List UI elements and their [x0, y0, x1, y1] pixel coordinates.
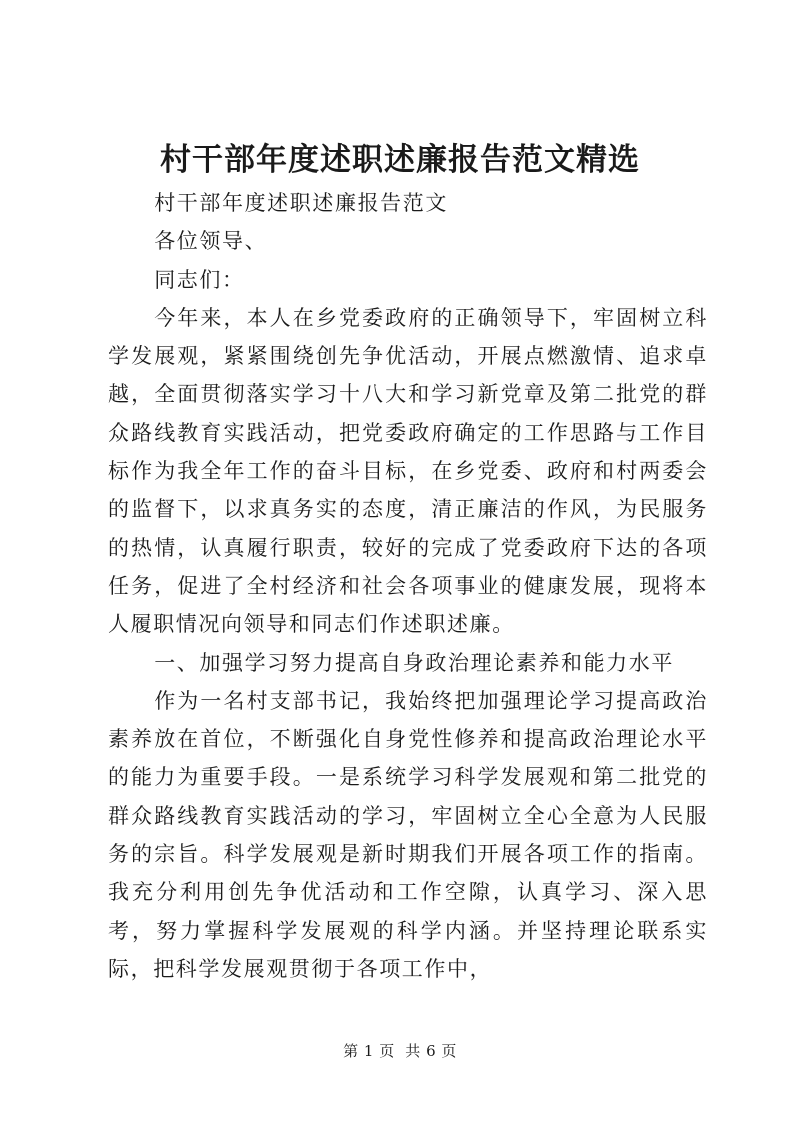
- intro-paragraph: 今年来，本人在乡党委政府的正确领导下，牢固树立科学发展观，紧紧围绕创先争优活动，开展点燃激情、追求卓越，全面贯彻落实学习十八大和学习新党章及第二批党的群众路线教育实践活动，把党委政府确定的工作思路与工作目标作为我全年工作的奋斗目标，在乡党委、政府和村两委会的监督下，以求真务实的态度，清正廉洁的作风，为民服务的热情，认真履行职责，较好的完成了党委政府下达的各项任务，促进了全村经济和社会各项事业的健康发展，现将本人履职情况向领导和同志们作述职述廉。: [108, 305, 708, 637]
- document-title: 村干部年度述职述廉报告范文精选: [160, 142, 640, 178]
- page-footer: [0, 1041, 800, 1061]
- footer-total-pages: 6: [426, 1042, 437, 1060]
- footer-total-unit: 页: [441, 1042, 457, 1060]
- section-heading-1: 一、加强学习努力提高自身政治理论素养和能力水平: [154, 650, 674, 675]
- section-1-paragraph: 作为一名村支部书记，我始终把加强理论学习提高政治素养放在首位，不断强化自身党性修养和提高政治理论水平的能力为重要手段。一是系统学习科学发展观和第二批党的群众路线教育实践活动的学习，牢固树立全心全意为人民服务的宗旨。科学发展观是新时期我们开展各项工作的指南。我充分利用创先争优活动和工作空隙，认真学习、深入思考，努力掌握科学发展观的科学内涵。并坚持理论联系实际，把科学发展观贯彻于各项工作中，: [108, 688, 708, 981]
- footer-page-unit: 页: [379, 1042, 395, 1060]
- footer-page-label: 第: [343, 1042, 359, 1060]
- subtitle-paragraph: 村干部年度述职述廉报告范文: [154, 191, 448, 215]
- footer-page-number: 1: [363, 1042, 374, 1060]
- salutation-line-2: 同志们：: [154, 267, 245, 292]
- salutation-line-1: 各位领导、: [154, 229, 268, 254]
- footer-total-label: 共: [405, 1042, 421, 1060]
- document-body: [108, 184, 708, 988]
